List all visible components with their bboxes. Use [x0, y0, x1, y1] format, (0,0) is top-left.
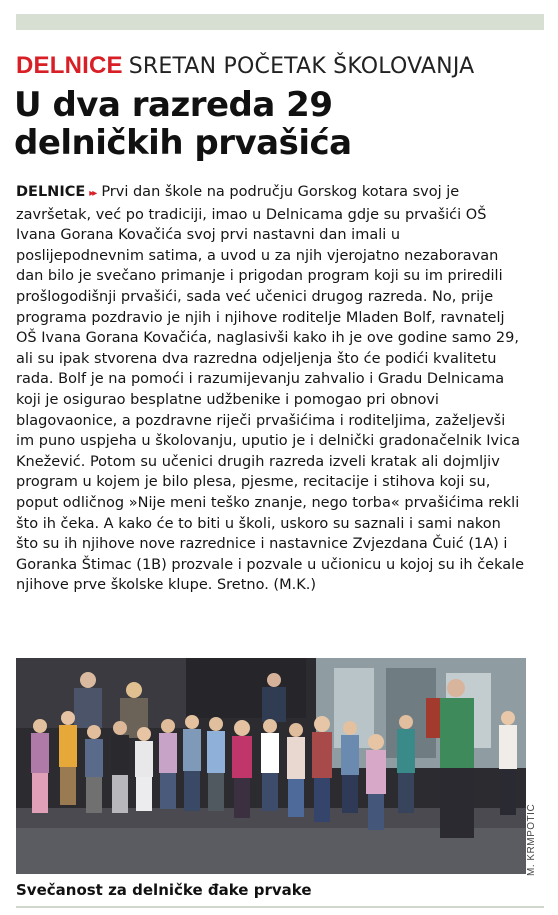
- dateline: DELNICE: [16, 184, 86, 200]
- article-photo: [16, 658, 526, 874]
- dateline-arrow-icon: ▸▸: [89, 188, 96, 199]
- headline: U dva razreda 29 delničkih prvašića: [14, 85, 352, 163]
- kicker-location: DELNICE: [16, 52, 123, 79]
- photo-credit: M. KRMPOTIĆ: [526, 803, 537, 876]
- photo-illustration: [16, 658, 526, 874]
- kicker: [16, 52, 474, 81]
- top-color-band: [16, 14, 544, 30]
- bottom-divider: [16, 906, 544, 908]
- body-text: Prvi dan škole na području Gorskog kotara svoj je završetak, već po tradiciji, imao u Delnicama gdje su prvašići OŠ Ivana Gorana Kovačića svoj prvi nastavni dan imali u poslijepodnevnim satima, a uvod u za njih vjerojatno nezaboravan dan bilo je svečano primanje i prigodan program koji su im priredili prošlogodišnji prvašići, sada već učenici drugog razreda. No, prije programa pozdravio je njih i njihove roditelje Mladen Bolf, ravnatelj OŠ Ivana Gorana Kovačića, naglasivši kako ih je ove godine samo 29, ali su ipak stvorena dva razredna odjeljenja što će podići kvalitetu rada. Bolf je na pomoći i razumijevanju zahvalio i Gradu Delnicama koji je osigurao besplatne udžbenike i pomogao pri obnovi blagovaonice, a pozdravne riječi prvašićima i roditeljima, zaželjevši im puno uspjeha u školovanju, uputio je i delnički gradonačelnik Ivica Knežević. Potom su učenici drugih razreda izveli kratak ali dojmljiv program u kojem je bilo plesa, pjesme, recitacije i stihova koji su, poput odličnog »Nije meni teško znanje, nego torba« prvašićima rekli što ih čeka. A kako će to biti u školi, uskoro su saznali i sami nakon što su ih njihove nove razrednice i nastavnice Zvjezdana Čuić (1A) i Goranka Štimac (1B) prozvale i pozvale u učionicu u kojoj su ih čekale njihove prve školske klupe. Sretno. (M.K.): [16, 184, 525, 594]
- photo-caption: Svečanost za delničke đake prvake: [16, 881, 312, 899]
- kicker-text: SRETAN POČETAK ŠKOLOVANJA: [128, 54, 475, 79]
- article-body: [16, 182, 526, 596]
